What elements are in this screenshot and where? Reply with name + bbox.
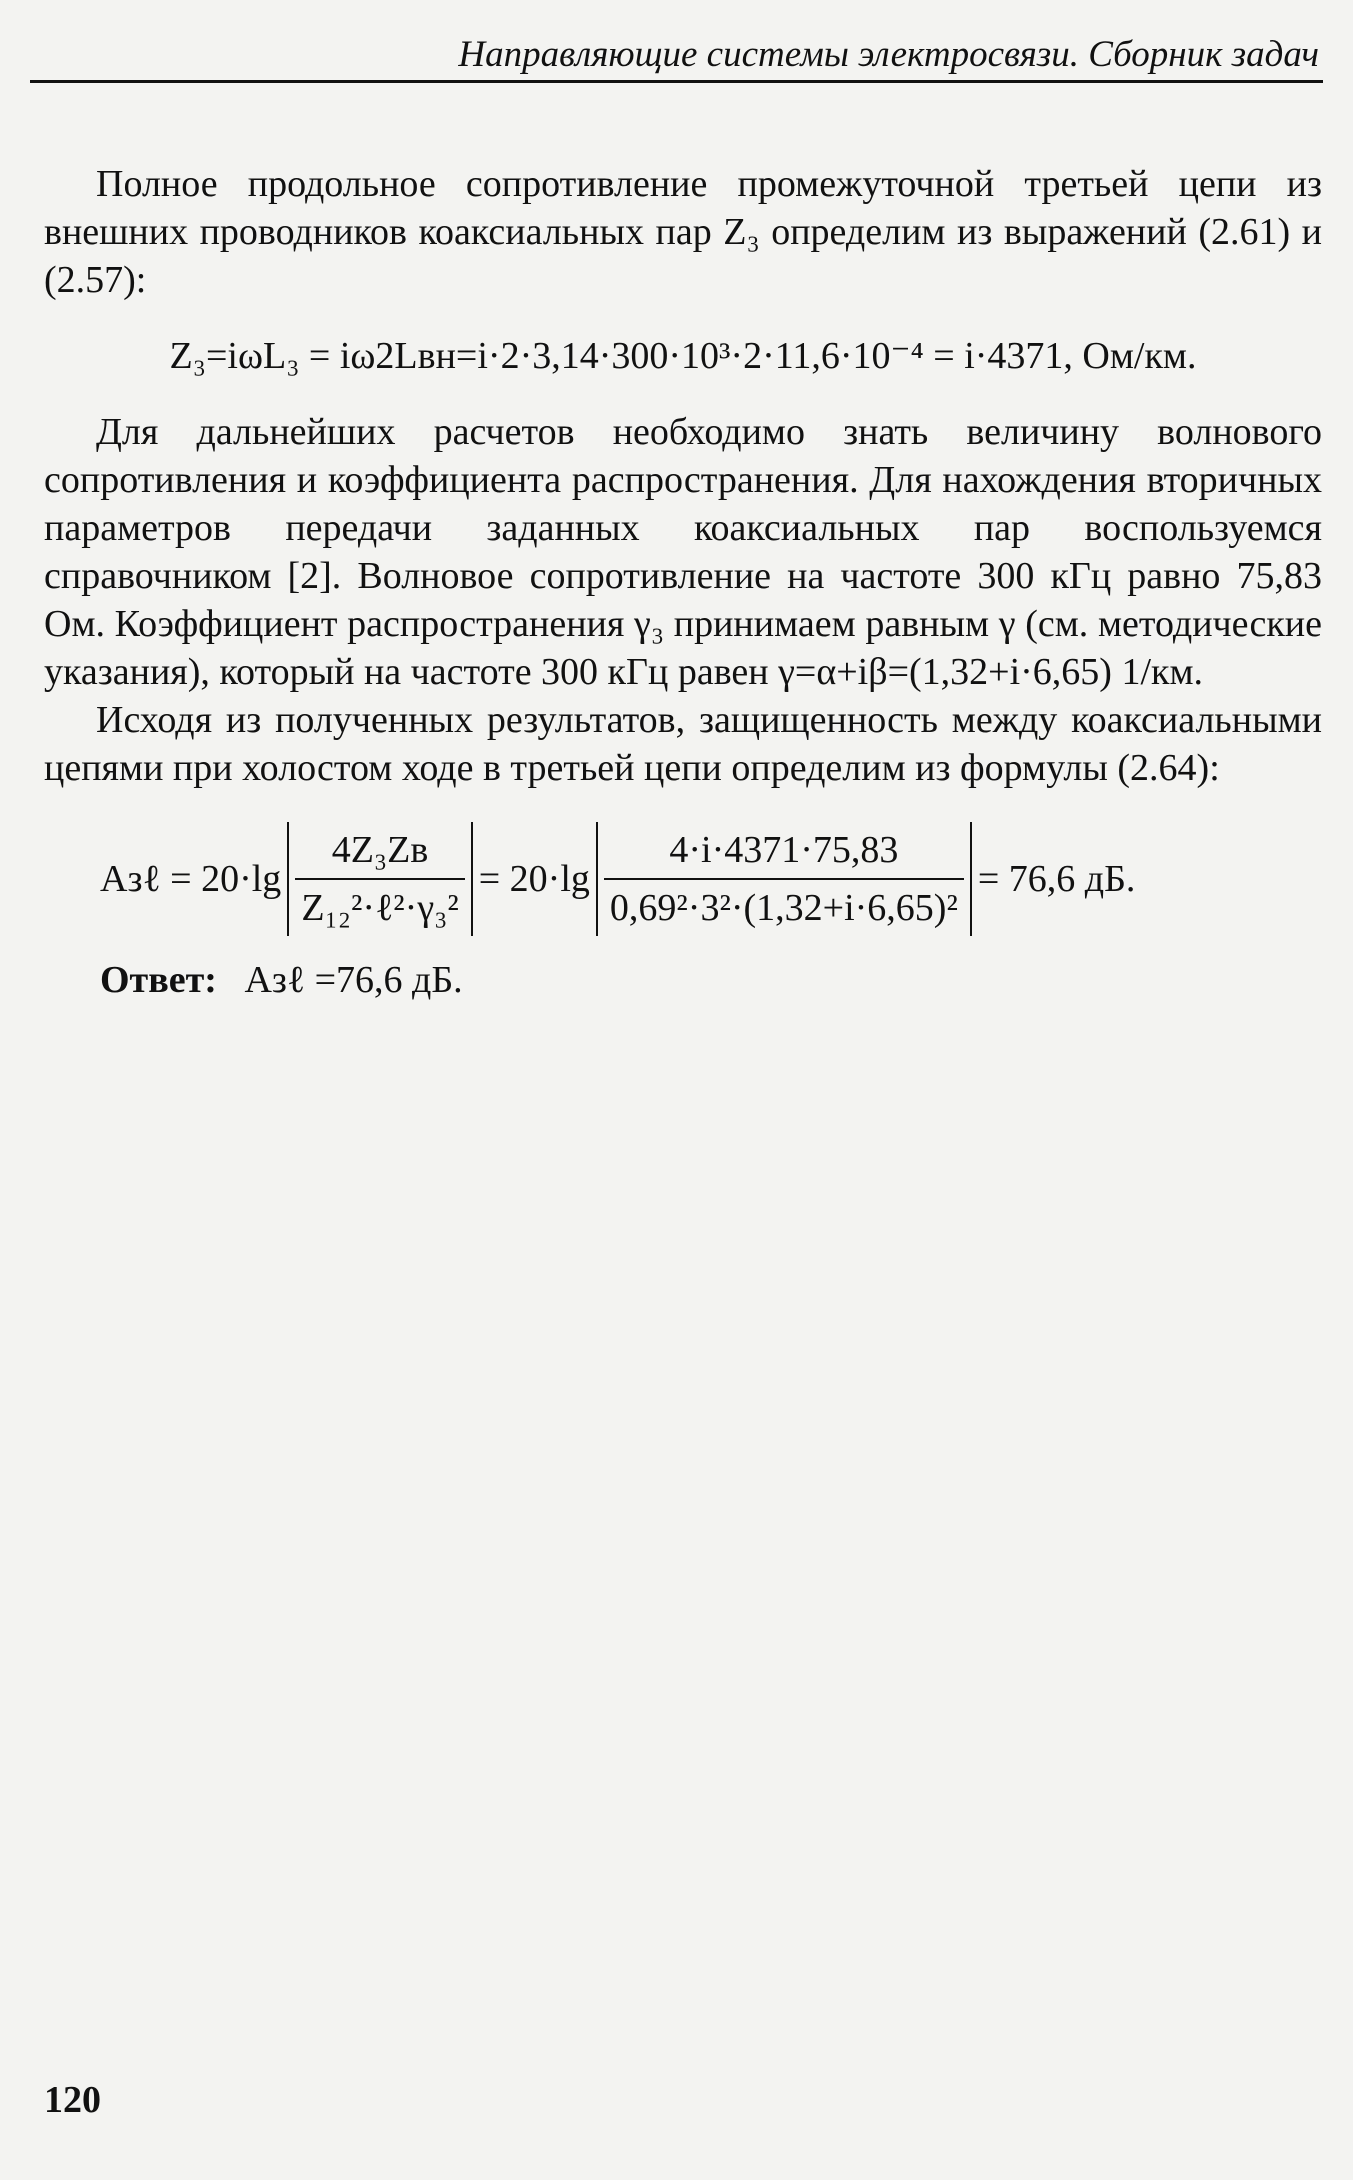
- paragraph-2: Для дальнейших расчетов необходимо знать величину волнового сопротивления и коэффициента распространения. Для нахождения вторичных параметров передачи заданных коаксиальных пар воспользуемся справочником [2]. Волновое сопротивление на частоте 300 кГц равно 75,83 Ом. Коэффициент распространения γ₃ принимаем равным γ (см. методические указания), который на частоте 300 кГц равен γ=α+iβ=(1,32+i·6,65) 1/км.: [44, 411, 1322, 693]
- formula-lhs: Aзℓ = 20·lg: [100, 858, 282, 900]
- fraction-1: [295, 826, 464, 932]
- answer-label: Ответ:: [100, 959, 217, 1001]
- formula-protection: [100, 822, 1322, 936]
- paragraph-1: Полное продольное сопротивление промежуточной третьей цепи из внешних проводников коаксиальных пар Z₃ определим из выражений (2.61) и (2.57):: [44, 163, 1322, 301]
- running-header: [30, 30, 1323, 83]
- formula-mid: = 20·lg: [478, 858, 590, 900]
- page-number: 120: [44, 2079, 101, 2121]
- paragraph-3: Исходя из полученных результатов, защищенность между коаксиальными цепями при холостом ходе в третьей цепи определим из формулы (2.64):: [44, 699, 1322, 789]
- fraction-2: [604, 826, 964, 932]
- page-body: [44, 160, 1322, 1004]
- answer-value: Aзℓ =76,6 дБ.: [244, 959, 463, 1001]
- abs-value-2: [596, 822, 972, 936]
- abs-value-1: [287, 822, 472, 936]
- answer-line: [100, 956, 1322, 1004]
- fraction-2-numerator: 4·i·4371·75,83: [669, 829, 899, 871]
- fraction-2-denominator: 0,69²·3²·(1,32+i·6,65)²: [604, 878, 964, 932]
- formula-result: = 76,6 дБ.: [977, 858, 1136, 900]
- formula-z3-text: Z₃=iωL₃ = iω2Lвн=i·2·3,14·300·10³·2·11,6·10⁻⁴ = i·4371, Ом/км.: [169, 335, 1197, 377]
- fraction-1-numerator: 4Z₃Zв: [331, 829, 429, 871]
- running-header-title: Направляющие системы электросвязи. Сборник задач: [458, 34, 1319, 75]
- formula-z3: [44, 332, 1322, 380]
- fraction-1-denominator: Z₁₂²·ℓ²·γ₃²: [295, 878, 464, 932]
